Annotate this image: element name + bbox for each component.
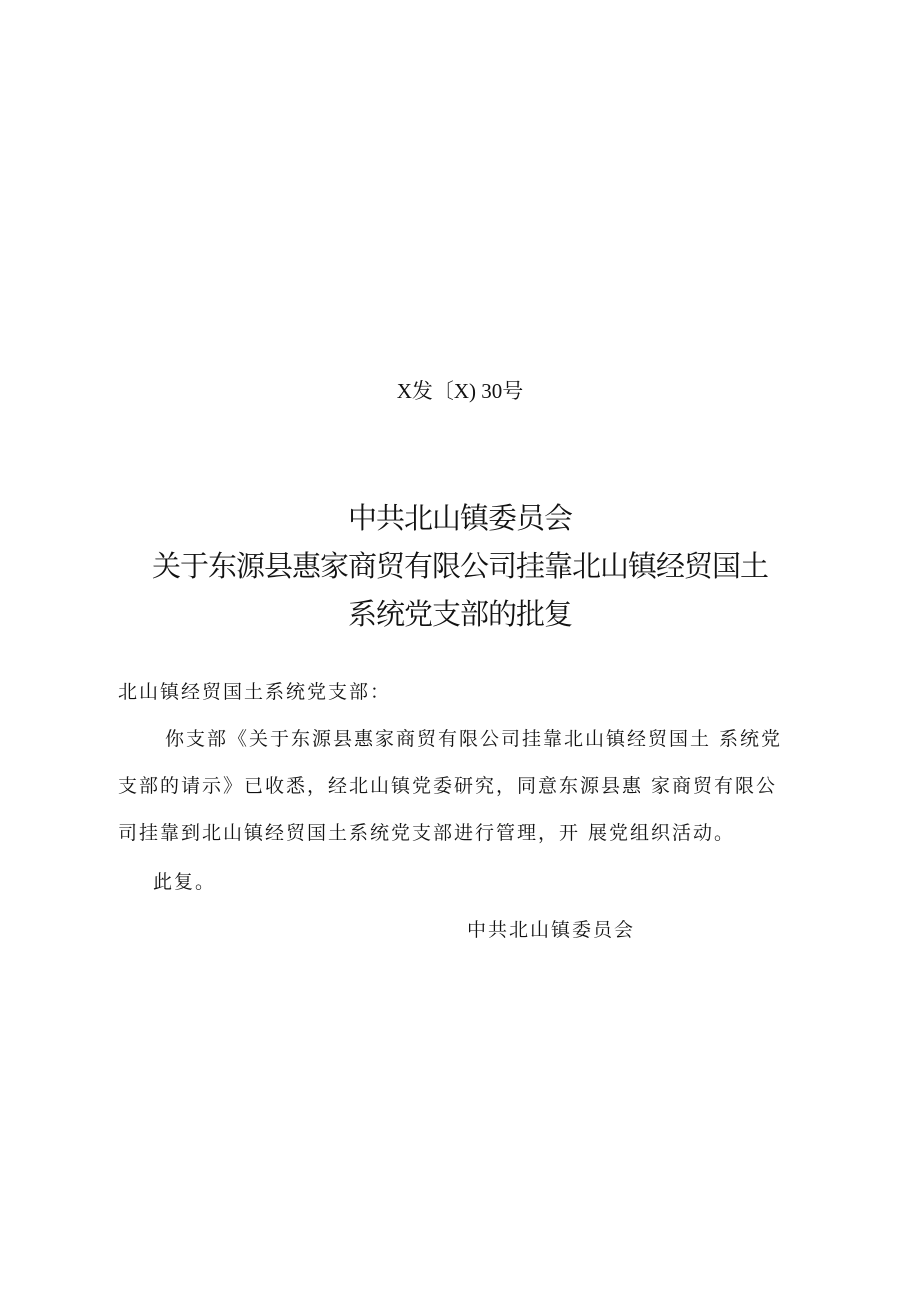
title-line-2: 关于东源县惠家商贸有限公司挂靠北山镇经贸国土: [151, 549, 768, 583]
closing-text: 此复。: [153, 871, 217, 893]
document-number: X发〔X) 30号: [396, 379, 524, 403]
signature: 中共北山镇委员会: [467, 919, 636, 941]
title-line-1: 中共北山镇委员会: [347, 501, 572, 535]
document-title: [0, 494, 920, 638]
body-line-2: 支部的请示》已收悉，经北山镇党委研究，同意东源县惠 家商贸有限公: [118, 775, 778, 797]
salutation: 北山镇经贸国土系统党支部：: [118, 681, 392, 703]
title-line-3: 系统党支部的批复: [347, 597, 572, 631]
body-line-1: 你支部《关于东源县惠家商贸有限公司挂靠北山镇经贸国土 系统党: [165, 728, 783, 750]
body-line-3: 司挂靠到北山镇经贸国土系统党支部进行管理，开 展党组织活动。: [118, 822, 736, 844]
